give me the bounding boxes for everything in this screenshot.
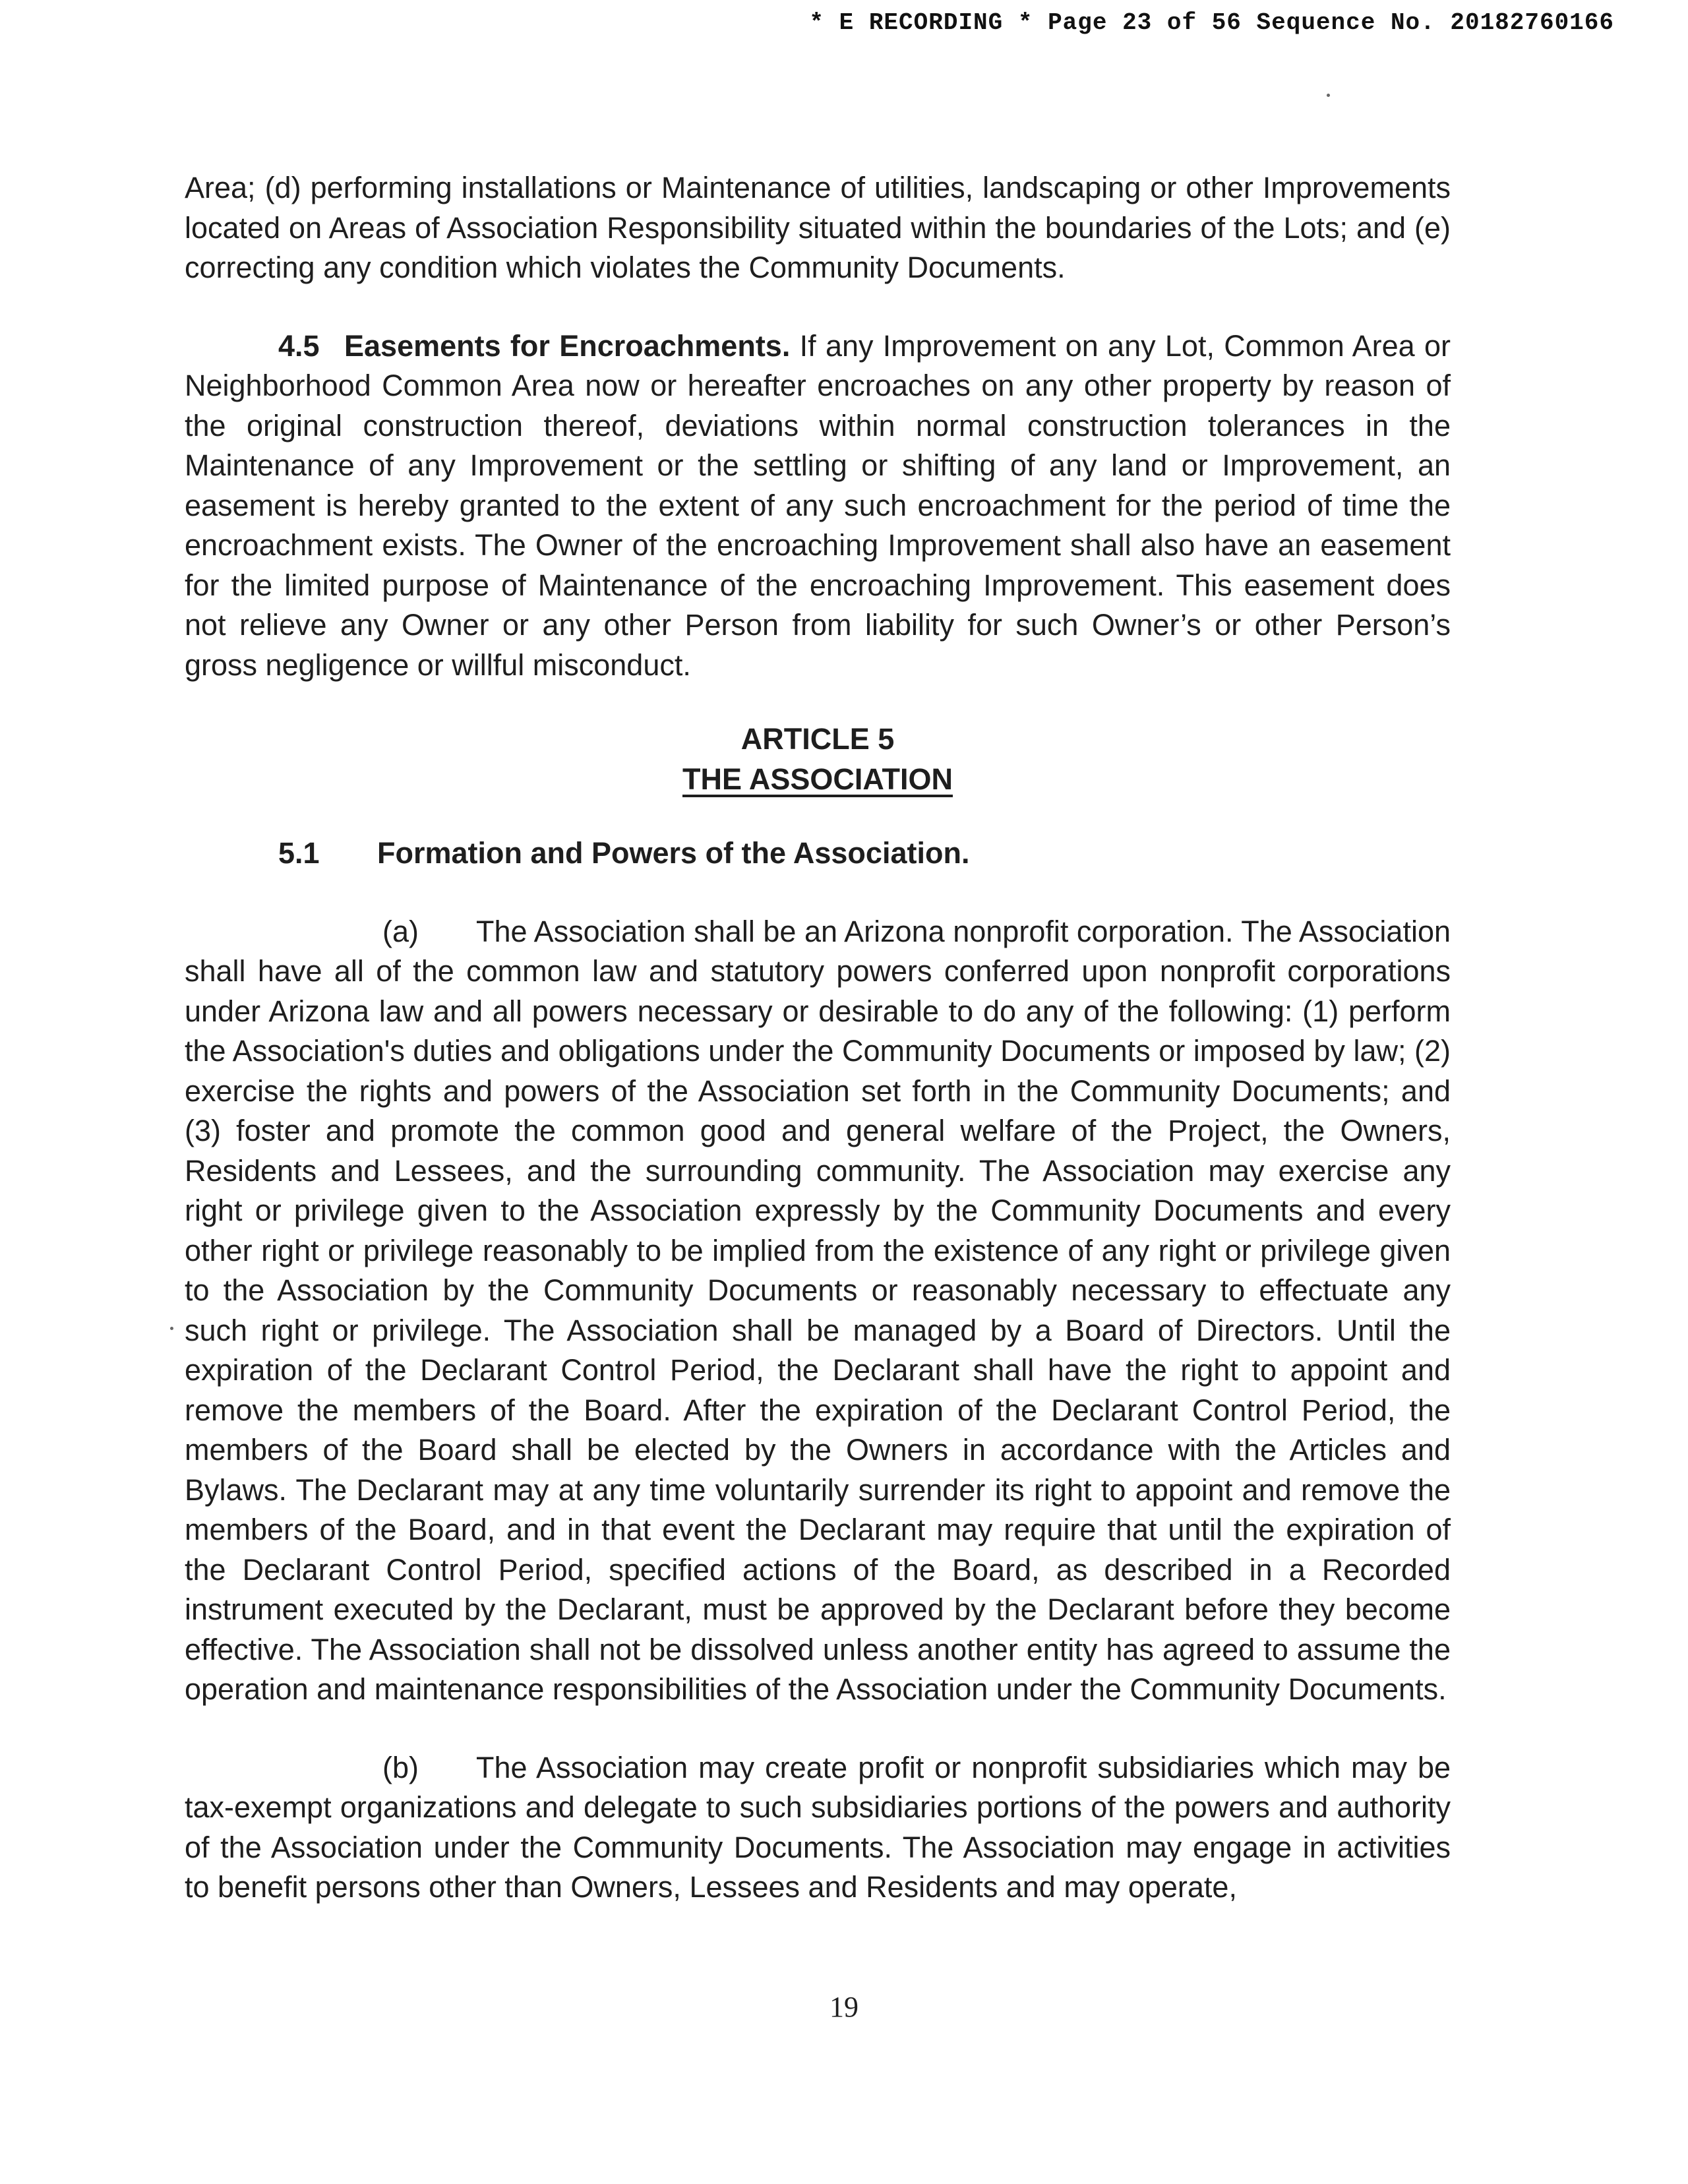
scan-speck [170,1327,173,1330]
recording-stamp: * E RECORDING * Page 23 of 56 Sequence No. 20182760166 [809,9,1614,36]
section-5-1-number: 5.1 [278,836,320,870]
section-4-5-text: If any Improvement on any Lot, Common Area or Neighborhood Common Area now or hereafter encroaches on any other property by reason of the original construction thereof, deviations within normal construction tolerances in the Maintenance of any Improvement or the settling or shifting of any land or Improvement, an easement is hereby granted to the extent of any such encroachment for the period of time the encroachment exists. The Owner of the encroaching Improvement shall also have an easement for the limited purpose of Maintenance of the encroaching Improvement. This easement does not relieve any Owner or any other Person from liability for such Owner’s or other Person’s gross negligence or willful misconduct. [185,328,1451,682]
article-label: ARTICLE 5 [740,722,895,756]
section-4-5 [185,326,1451,686]
subsection-a-text: The Association shall be an Arizona nonprofit corporation. The Association shall have all of the common law and statutory powers conferred upon nonprofit corporations under Arizona law and all powers necessary or desirable to do any of the following: (1) perform the Association's duties and obligations under the Community Documents or imposed by law; (2) exercise the rights and powers of the Association set forth in the Community Documents; and (3) foster and promote the common good and general welfare of the Project, the Owners, Residents and Lessees, and the surrounding community. The Association may exercise any right or privilege given to the Association expressly by the Community Documents and every other right or privilege reasonably to be implied from the existence of any right or privilege given to the Association by the Community Documents or reasonably necessary to effectuate any such right or privilege. The Association shall be managed by a Board of Directors. Until the expiration of the Declarant Control Period, the Declarant shall have the right to appoint and remove the members of the Board. After the expiration of the Declarant Control Period, the members of the Board shall be elected by the Owners in accordance with the Articles and Bylaws. The Declarant may at any time voluntarily surrender its right to appoint and remove the members of the Board, and in that event the Declarant may require that until the expiration of the Declarant Control Period, specified actions of the Board, as described in a Recorded instrument executed by the Declarant, must be approved by the Declarant before they become effective. The Association shall not be dissolved unless another entity has agreed to assume the operation and maintenance responsibilities of the Association under the Community Documents. [185,914,1451,1706]
document-body [185,168,1451,1908]
subsection-b-label: (b) [382,1750,419,1784]
subsection-a-label: (a) [382,914,419,948]
subsection-b-text: The Association may create profit or nonprofit subsidiaries which may be tax-exempt organizations and delegate to such subsidiaries portions of the powers and authority of the Association under the Community Documents. The Association may engage in activities to benefit persons other than Owners, Lessees and Residents and may operate, [185,1750,1451,1904]
continuation-paragraph: Area; (d) performing installations or Maintenance of utilities, landscaping or other Improvements located on Areas of Association Responsibility situated within the boundaries of the Lots; and (e) correcting any condition which violates the Community Documents. [185,171,1451,284]
page-number: 19 [829,1991,859,2023]
subsection-5-1-a [185,912,1451,1710]
subsection-5-1-b [185,1748,1451,1908]
scan-speck [1327,94,1330,97]
article-title: THE ASSOCIATION [682,762,953,796]
section-4-5-number: 4.5 [278,328,320,363]
article-heading [185,719,1451,799]
section-5-1-heading [278,834,1451,874]
section-5-1-title: Formation and Powers of the Association. [377,836,970,870]
section-4-5-title: Easements for Encroachments. [344,328,791,363]
